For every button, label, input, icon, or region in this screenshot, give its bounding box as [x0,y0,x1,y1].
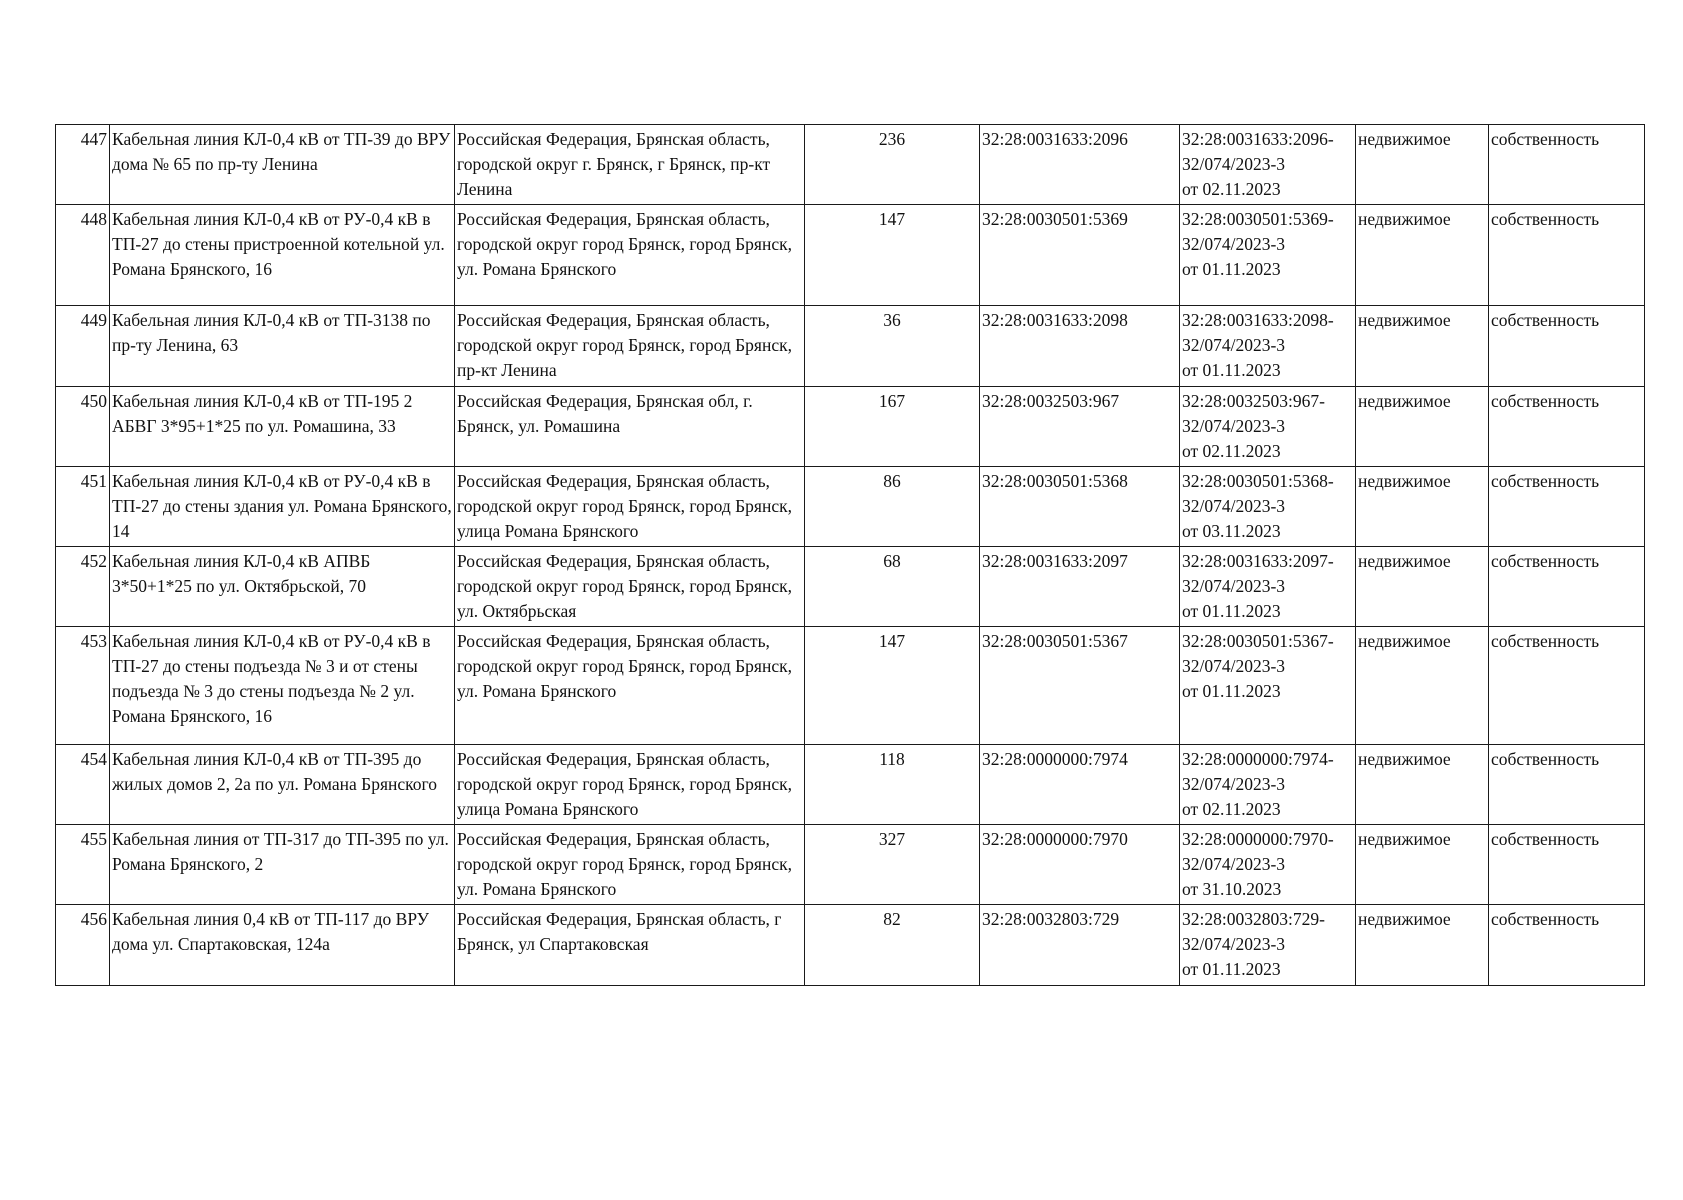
table-row [56,825,1645,905]
object-length: 68 [805,547,980,627]
ownership-right: собственность [1489,306,1645,387]
registration-line: 32:28:0030501:5367- [1182,631,1334,651]
table-row [56,306,1645,387]
object-address: Российская Федерация, Брянская область, г Брянск, ул Спартаковская [455,905,805,986]
ownership-right: собственность [1489,745,1645,825]
object-length: 82 [805,905,980,986]
ownership-right: собственность [1489,387,1645,467]
row-number: 452 [56,547,110,627]
property-kind: недвижимое [1356,306,1489,387]
object-name: Кабельная линия КЛ-0,4 кВ от РУ-0,4 кВ в ТП-27 до стены подъезда № 3 и от стены подъезда № 3 до стены подъезда № 2 ул. Романа Брянского, 16 [110,627,455,745]
registration-record [1180,467,1356,547]
registration-line: 32/074/2023-3 [1182,576,1286,596]
registration-line: 32/074/2023-3 [1182,234,1286,254]
row-number: 454 [56,745,110,825]
table-row [56,125,1645,205]
ownership-right: собственность [1489,825,1645,905]
registration-line: 32:28:0000000:7970- [1182,829,1334,849]
cadastral-number: 32:28:0032503:967 [980,387,1180,467]
object-name: Кабельная линия КЛ-0,4 кВ от ТП-3138 по пр-ту Ленина, 63 [110,306,455,387]
object-length: 147 [805,205,980,306]
property-registry-table [55,124,1645,986]
property-kind: недвижимое [1356,205,1489,306]
ownership-right: собственность [1489,905,1645,986]
ownership-right: собственность [1489,205,1645,306]
table-row [56,467,1645,547]
object-address: Российская Федерация, Брянская область, городской округ город Брянск, город Брянск, ул. Романа Брянского [455,627,805,745]
object-address: Российская Федерация, Брянская область, городской округ город Брянск, город Брянск, улица Романа Брянского [455,467,805,547]
registration-record [1180,205,1356,306]
table-row [56,905,1645,986]
table-row [56,387,1645,467]
registration-line: 32:28:0030501:5368- [1182,471,1334,491]
registration-line: 32/074/2023-3 [1182,416,1286,436]
object-name: Кабельная линия КЛ-0,4 кВ АПВБ 3*50+1*25 по ул. Октябрьской, 70 [110,547,455,627]
table-row [56,547,1645,627]
cadastral-number: 32:28:0030501:5368 [980,467,1180,547]
property-kind: недвижимое [1356,125,1489,205]
row-number: 453 [56,627,110,745]
property-kind: недвижимое [1356,547,1489,627]
object-name: Кабельная линия КЛ-0,4 кВ от РУ-0,4 кВ в ТП-27 до стены пристроенной котельной ул. Романа Брянского, 16 [110,205,455,306]
row-number: 450 [56,387,110,467]
registration-line: от 02.11.2023 [1182,441,1281,461]
object-length: 147 [805,627,980,745]
registration-line: 32:28:0031633:2098- [1182,310,1334,330]
table-row [56,745,1645,825]
cadastral-number: 32:28:0031633:2096 [980,125,1180,205]
registry-body [56,125,1645,986]
registration-line: 32:28:0031633:2097- [1182,551,1334,571]
row-number: 451 [56,467,110,547]
cadastral-number: 32:28:0030501:5367 [980,627,1180,745]
object-address: Российская Федерация, Брянская обл, г. Брянск, ул. Ромашина [455,387,805,467]
object-length: 36 [805,306,980,387]
cadastral-number: 32:28:0031633:2097 [980,547,1180,627]
ownership-right: собственность [1489,547,1645,627]
cadastral-number: 32:28:0000000:7974 [980,745,1180,825]
registration-record [1180,745,1356,825]
registration-line: 32/074/2023-3 [1182,496,1286,516]
table-row [56,627,1645,745]
object-address: Российская Федерация, Брянская область, городской округ город Брянск, город Брянск, ул. Романа Брянского [455,205,805,306]
property-kind: недвижимое [1356,825,1489,905]
object-name: Кабельная линия 0,4 кВ от ТП-117 до ВРУ дома ул. Спартаковская, 124а [110,905,455,986]
registration-record [1180,387,1356,467]
property-kind: недвижимое [1356,745,1489,825]
registration-line: 32:28:0030501:5369- [1182,209,1334,229]
row-number: 456 [56,905,110,986]
registration-line: 32:28:0032803:729- [1182,909,1325,929]
registration-line: 32/074/2023-3 [1182,934,1286,954]
object-address: Российская Федерация, Брянская область, городской округ город Брянск, город Брянск, ул. Романа Брянского [455,825,805,905]
ownership-right: собственность [1489,125,1645,205]
cadastral-number: 32:28:0030501:5369 [980,205,1180,306]
ownership-right: собственность [1489,467,1645,547]
registration-record [1180,825,1356,905]
object-length: 118 [805,745,980,825]
registration-record [1180,306,1356,387]
registration-line: 32:28:0031633:2096- [1182,129,1334,149]
object-name: Кабельная линия от ТП-317 до ТП-395 по ул. Романа Брянского, 2 [110,825,455,905]
registration-line: от 31.10.2023 [1182,879,1282,899]
object-address: Российская Федерация, Брянская область, городской округ город Брянск, город Брянск, улица Романа Брянского [455,745,805,825]
registration-line: 32/074/2023-3 [1182,774,1286,794]
registration-line: 32/074/2023-3 [1182,656,1286,676]
property-kind: недвижимое [1356,467,1489,547]
property-kind: недвижимое [1356,387,1489,467]
cadastral-number: 32:28:0031633:2098 [980,306,1180,387]
ownership-right: собственность [1489,627,1645,745]
property-kind: недвижимое [1356,627,1489,745]
registration-record [1180,627,1356,745]
object-address: Российская Федерация, Брянская область, городской округ город Брянск, город Брянск, ул. Октябрьская [455,547,805,627]
registration-line: от 01.11.2023 [1182,360,1281,380]
registration-line: от 01.11.2023 [1182,681,1281,701]
object-length: 86 [805,467,980,547]
registration-line: 32/074/2023-3 [1182,154,1286,174]
registration-line: от 01.11.2023 [1182,601,1281,621]
row-number: 455 [56,825,110,905]
object-length: 327 [805,825,980,905]
table-row [56,205,1645,306]
row-number: 447 [56,125,110,205]
registration-record [1180,125,1356,205]
registration-line: от 01.11.2023 [1182,959,1281,979]
object-name: Кабельная линия КЛ-0,4 кВ от ТП-195 2 АБВГ 3*95+1*25 по ул. Ромашина, 33 [110,387,455,467]
object-length: 167 [805,387,980,467]
cadastral-number: 32:28:0032803:729 [980,905,1180,986]
cadastral-number: 32:28:0000000:7970 [980,825,1180,905]
object-address: Российская Федерация, Брянская область, городской округ г. Брянск, г Брянск, пр-кт Ленина [455,125,805,205]
registration-record [1180,905,1356,986]
registration-record [1180,547,1356,627]
registration-line: от 02.11.2023 [1182,179,1281,199]
registration-line: 32/074/2023-3 [1182,335,1286,355]
registration-line: от 02.11.2023 [1182,799,1281,819]
object-name: Кабельная линия КЛ-0,4 кВ от ТП-39 до ВРУ дома № 65 по пр-ту Ленина [110,125,455,205]
object-name: Кабельная линия КЛ-0,4 кВ от ТП-395 до жилых домов 2, 2а по ул. Романа Брянского [110,745,455,825]
property-kind: недвижимое [1356,905,1489,986]
object-name: Кабельная линия КЛ-0,4 кВ от РУ-0,4 кВ в ТП-27 до стены здания ул. Романа Брянского, 14 [110,467,455,547]
registration-line: от 01.11.2023 [1182,259,1281,279]
registration-line: 32:28:0000000:7974- [1182,749,1334,769]
row-number: 449 [56,306,110,387]
row-number: 448 [56,205,110,306]
object-address: Российская Федерация, Брянская область, городской округ город Брянск, город Брянск, пр-кт Ленина [455,306,805,387]
object-length: 236 [805,125,980,205]
registration-line: 32/074/2023-3 [1182,854,1286,874]
registration-line: 32:28:0032503:967- [1182,391,1325,411]
registration-line: от 03.11.2023 [1182,521,1281,541]
